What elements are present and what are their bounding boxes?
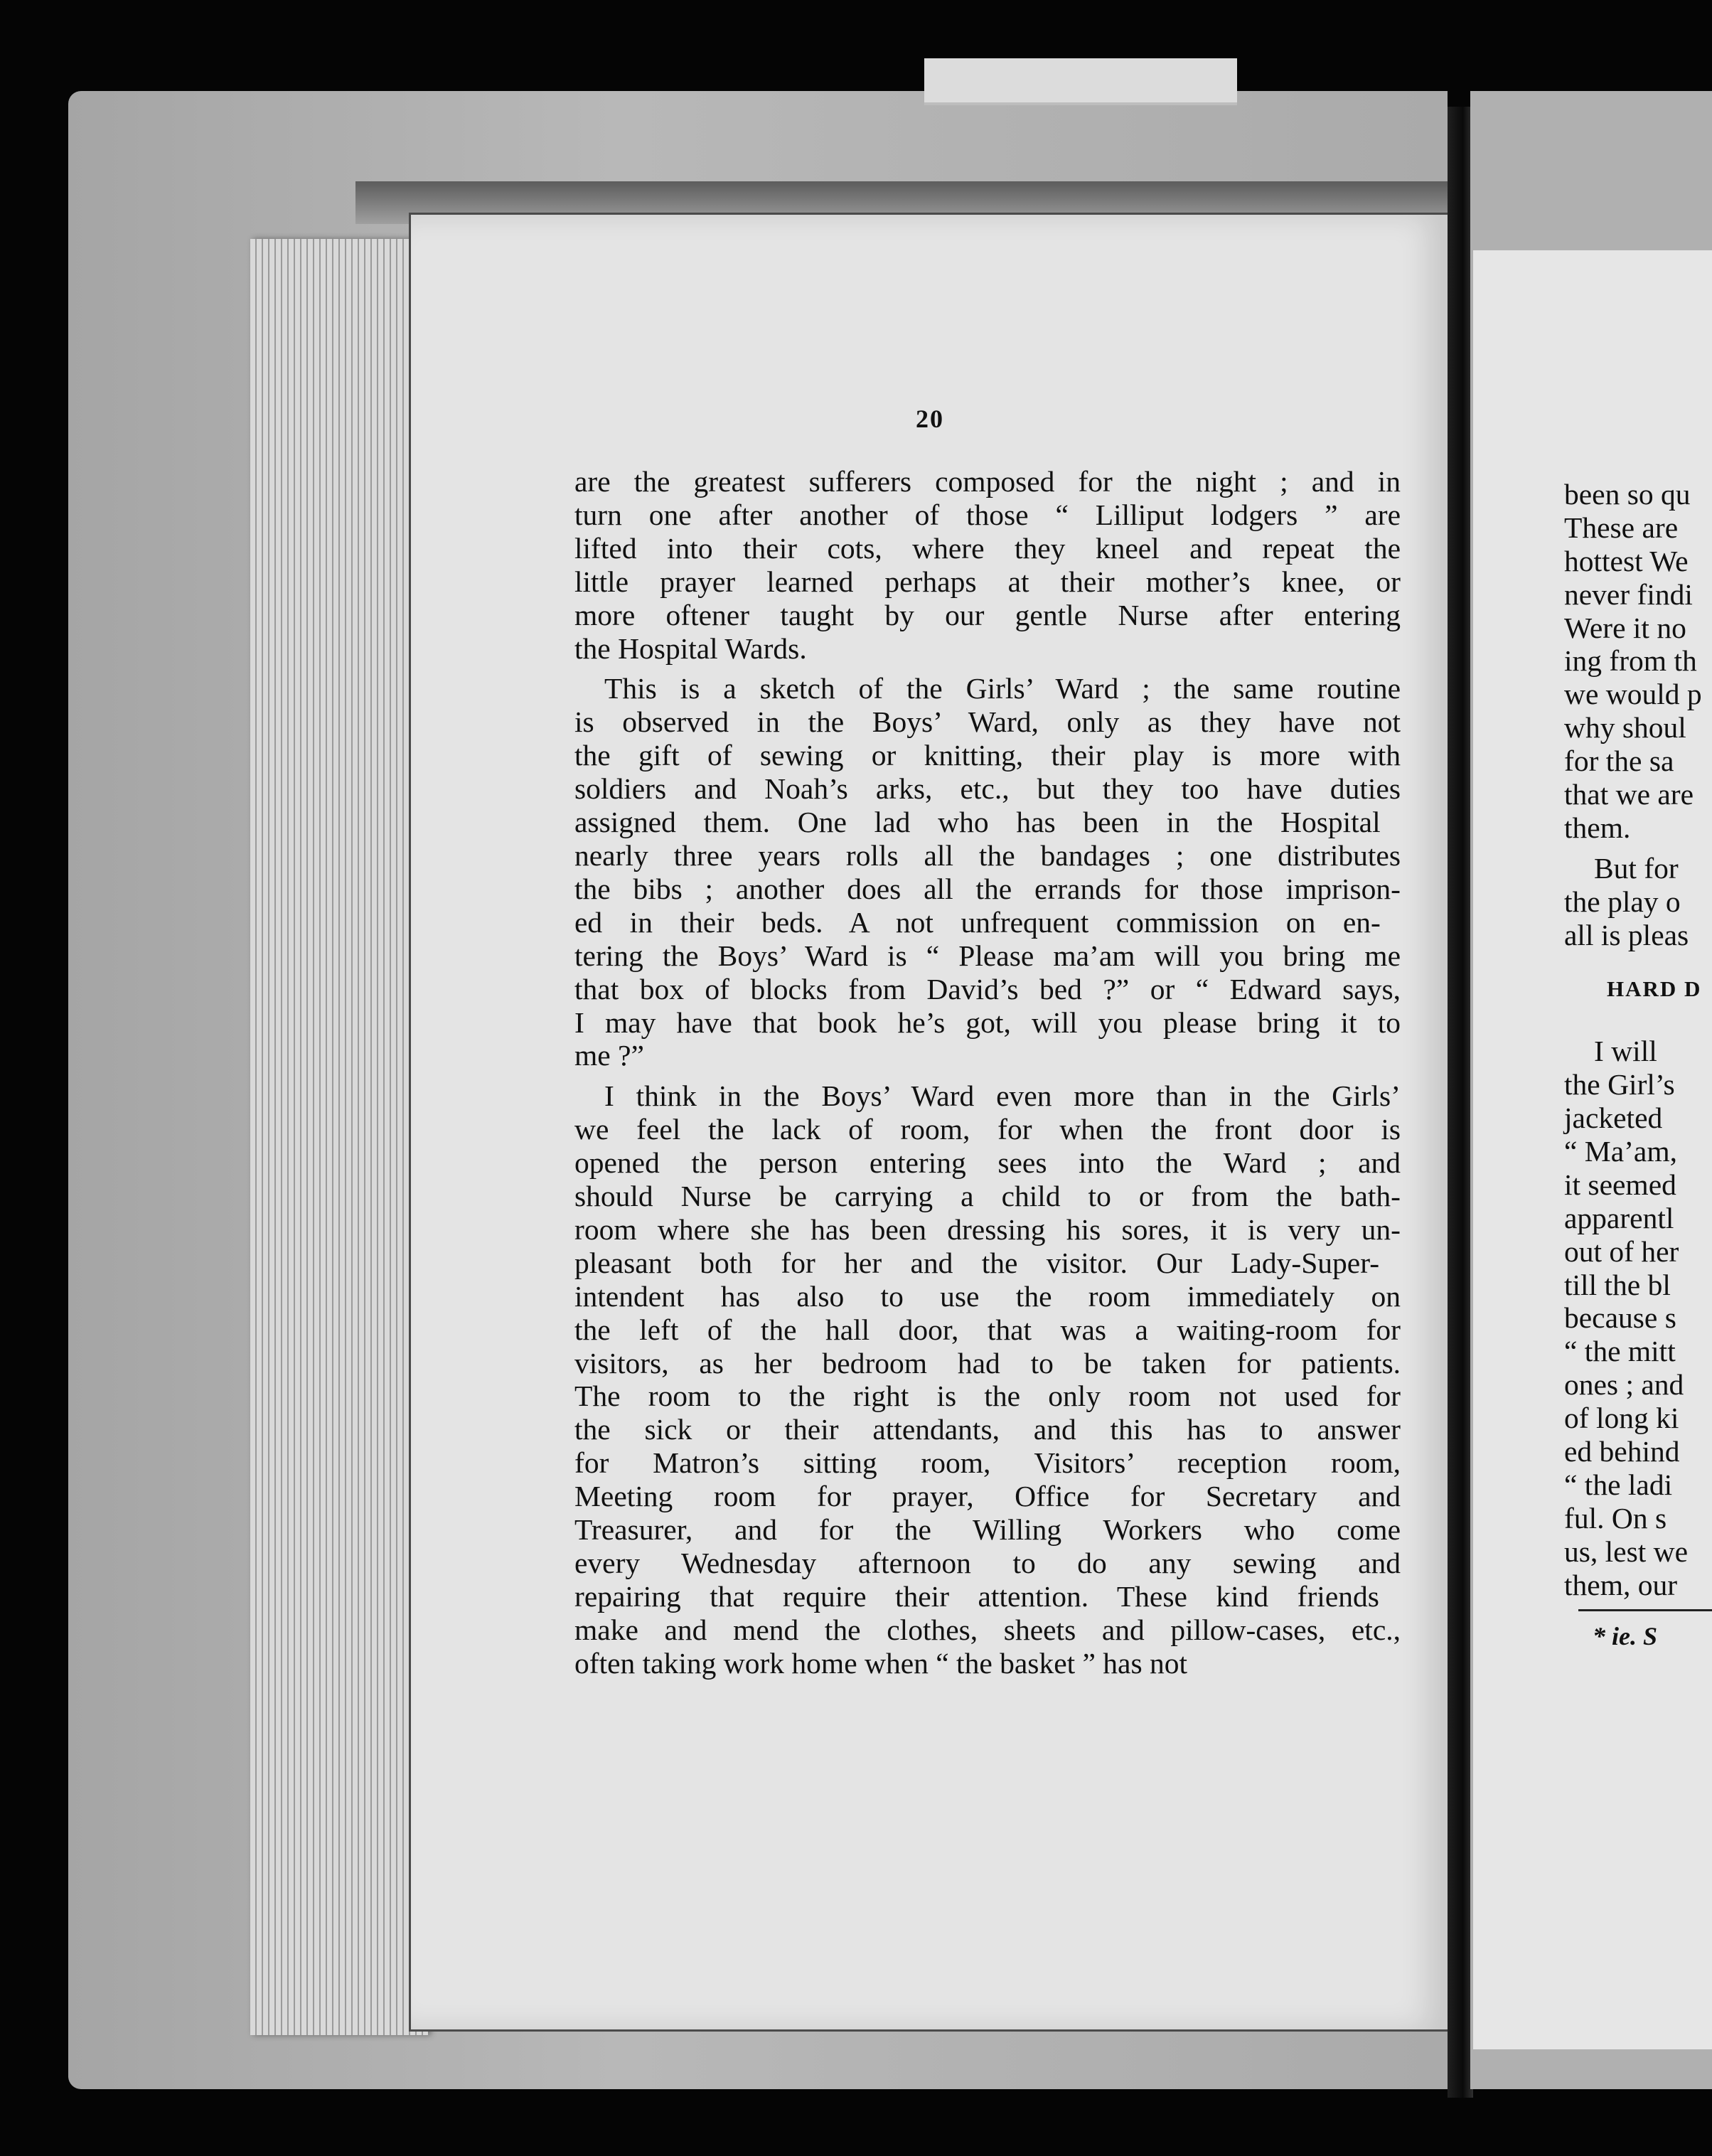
left-page-body: [574, 465, 1401, 1687]
text-line: of long ki: [1564, 1402, 1679, 1435]
section-heading: HARD D: [1607, 976, 1702, 1002]
text-line: intendent has also to use the room immediately on: [574, 1279, 1401, 1313]
paragraph: [574, 1079, 1401, 1680]
page-edges: [250, 239, 428, 2035]
text-line: the gift of sewing or knitting, their play is more with: [574, 739, 1401, 772]
left-page: [411, 215, 1449, 2029]
text-line: I may have that book he’s got, will you please bring it to: [574, 1005, 1401, 1039]
text-line: me ?”: [574, 1039, 644, 1072]
right-page-body: [1564, 478, 1712, 1653]
right-page: [1473, 250, 1712, 2049]
text-line: opened the person entering sees into the Ward ; and: [574, 1146, 1401, 1180]
text-line: make and mend the clothes, sheets and pillow-cases, etc.,: [574, 1613, 1401, 1646]
text-line: repairing that require their attention. These kind friends: [574, 1579, 1379, 1613]
text-line: These are: [1564, 511, 1679, 544]
footnote-rule: [1578, 1609, 1712, 1611]
text-line: lifted into their cots, where they kneel and repeat the: [574, 531, 1401, 565]
text-line: Meeting room for prayer, Office for Secretary and: [574, 1480, 1401, 1513]
text-line: never findi: [1564, 577, 1693, 611]
text-line: tering the Boys’ Ward is “ Please ma’am will you bring me: [574, 939, 1401, 972]
text-line: been so qu: [1564, 478, 1691, 511]
text-line: ful. On s: [1564, 1501, 1667, 1535]
text-line: soldiers and Noah’s arks, etc., but they too have duties: [574, 772, 1401, 806]
text-line: Were it no: [1564, 611, 1686, 644]
text-line: that box of blocks from David’s bed ?” or “ Edward says,: [574, 972, 1401, 1005]
text-line: The room to the right is the only room not used for: [574, 1379, 1401, 1413]
text-line: “ the mitt: [1564, 1335, 1676, 1368]
book-gutter: [1448, 107, 1473, 2098]
text-line: apparentl: [1564, 1201, 1674, 1234]
text-line: more oftener taught by our gentle Nurse after entering: [574, 598, 1401, 631]
text-line: are the greatest sufferers composed for the night ; and in: [574, 465, 1401, 498]
text-line: the sick or their attendants, and this has to answer: [574, 1413, 1401, 1446]
text-line: we feel the lack of room, for when the front door is: [574, 1113, 1401, 1146]
text-line: out of her: [1564, 1234, 1679, 1268]
text-line: Treasurer, and for the Willing Workers who come: [574, 1513, 1401, 1547]
text-line: “ Ma’am,: [1564, 1135, 1678, 1168]
text-line: pleasant both for her and the visitor. Our Lady-Super-: [574, 1246, 1380, 1279]
text-line: room where she has been dressing his sores, it is very un-: [574, 1212, 1401, 1246]
text-line: the left of the hall door, that was a waiting-room for: [574, 1313, 1401, 1346]
text-line: them, our: [1564, 1568, 1678, 1601]
text-line: for the sa: [1564, 745, 1674, 778]
text-line: we would p: [1564, 678, 1702, 711]
paragraph: [574, 465, 1401, 665]
text-line: because s: [1564, 1301, 1676, 1335]
text-line: ed behind: [1564, 1435, 1680, 1468]
text-line: jacketed: [1564, 1101, 1663, 1135]
text-line: turn one after another of those “ Lilliput lodgers ” are: [574, 498, 1401, 531]
text-line: little prayer learned perhaps at their mother’s knee, or: [574, 565, 1401, 598]
text-line: often taking work home when “ the basket ” has not: [574, 1646, 1188, 1680]
text-line: why shoul: [1564, 711, 1686, 745]
text-line: is observed in the Boys’ Ward, only as they have not: [574, 705, 1401, 739]
page-number: 20: [916, 405, 944, 433]
text-line: But for: [1594, 851, 1679, 885]
text-line: ing from th: [1564, 644, 1697, 678]
text-line: it seemed: [1564, 1168, 1676, 1201]
text-line: all is pleas: [1564, 918, 1689, 951]
text-line: nearly three years rolls all the bandages ; one distributes: [574, 838, 1401, 872]
text-line: that we are: [1564, 778, 1694, 811]
text-line: till the bl: [1564, 1268, 1671, 1301]
text-line: every Wednesday afternoon to do any sewing and: [574, 1547, 1401, 1579]
text-line: the Hospital Wards.: [574, 631, 807, 665]
text-line: ed in their beds. A not unfrequent commission on en-: [574, 905, 1381, 939]
text-line: them.: [1564, 811, 1631, 844]
text-line: “ the ladi: [1564, 1468, 1673, 1501]
text-line: ones ; and: [1564, 1368, 1684, 1402]
text-line: for Matron’s sitting room, Visitors’ reception room,: [574, 1446, 1401, 1480]
text-line: hottest We: [1564, 544, 1689, 577]
paper-slip: [924, 58, 1237, 105]
text-line: This is a sketch of the Girls’ Ward ; the same routine: [604, 672, 1401, 705]
text-line: the bibs ; another does all the errands for those imprison-: [574, 872, 1401, 905]
footnote: * ie. S: [1593, 1621, 1658, 1650]
text-line: the play o: [1564, 885, 1681, 918]
text-line: assigned them. One lad who has been in the Hospital: [574, 806, 1381, 839]
text-line: the Girl’s: [1564, 1068, 1675, 1101]
text-line: visitors, as her bedroom had to be taken for patients.: [574, 1346, 1401, 1379]
paragraph: [574, 672, 1401, 1072]
text-line: I think in the Boys’ Ward even more than in the Girls’: [604, 1079, 1401, 1113]
text-line: should Nurse be carrying a child to or from the bath-: [574, 1180, 1401, 1213]
text-line: I will: [1594, 1035, 1657, 1068]
text-line: us, lest we: [1564, 1535, 1689, 1568]
